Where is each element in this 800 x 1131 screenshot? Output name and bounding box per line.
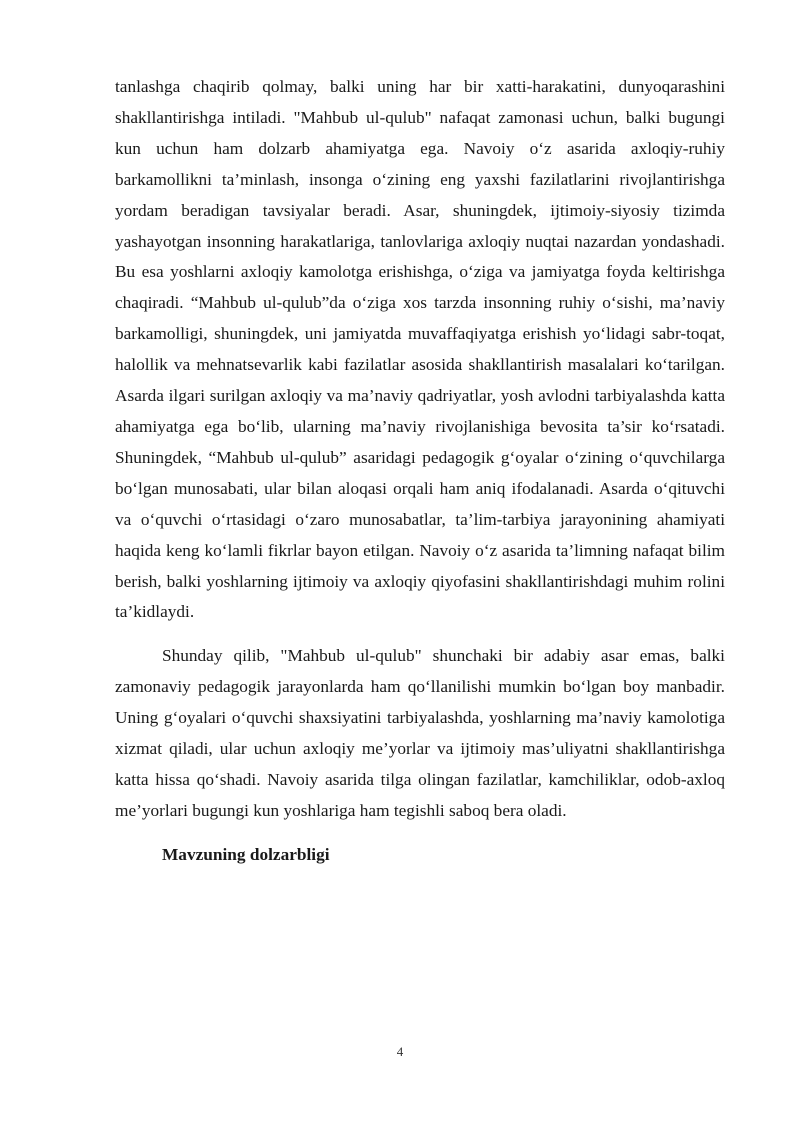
document-page (115, 72, 725, 871)
page-number: 4 (396, 1044, 404, 1059)
section-heading: Mavzuning dolzarbligi (162, 844, 330, 864)
body-paragraph-2: Shunday qilib, "Mahbub ul-qulub" shunchaki bir adabiy asar emas, balki zamonaviy pedagogik jarayonlarda ham qo‘llanilishi mumkin bo‘lgan boy manbadir. Uning g‘oyalari o‘quvchi shaxsiyatini tarbiyalashda, yoshlarning ma’naviy kamolotiga xizmat qiladi, ular uchun axloqiy me’yorlar va ijtimoiy mas’uliyatni shakllantirishga katta hissa qo‘shadi. Navoiy asarida tilga olingan fazilatlar, kamchiliklar, odob-axloq me’yorlari bugungi kun yoshlariga ham tegishli saboq bera oladi. (115, 646, 725, 820)
body-paragraph-1: tanlashga chaqirib qolmay, balki uning har bir xatti-harakatini, dunyoqarashini shakllantirishga intiladi. "Mahbub ul-qulub" nafaqat zamonasi uchun, balki bugungi kun uchun ham dolzarb ahamiyatga ega. Navoiy o‘z asarida axloqiy-ruhiy barkamollikni ta’minlash, insonga o‘zining eng yaxshi fazilatlarini rivojlantirishga yordam beradigan tavsiyalar beradi. Asar, shuningdek, ijtimoiy-siyosiy tizimda yashayotgan insonning harakatlariga, tanlovlariga axloqiy nuqtai nazardan yondashadi. Bu esa yoshlarni axloqiy kamolotga erishishga, o‘ziga va jamiyatga foyda keltirishga chaqiradi. “Mahbub ul-qulub”da o‘ziga xos tarzda insonning ruhiy o‘sishi, ma’naviy barkamolligi, shuningdek, uni jamiyatda muvaffaqiyatga erishish yo‘lidagi sabr-toqat, halollik va mehnatsevarlik kabi fazilatlar asosida shakllantirish masalalari ko‘tarilgan. Asarda ilgari surilgan axloqiy va ma’naviy qadriyatlar, yosh avlodni tarbiyalashda katta ahamiyatga ega bo‘lib, ularning ma’naviy rivojlanishiga bevosita ta’sir ko‘rsatadi. Shuningdek, “Mahbub ul-qulub” asaridagi pedagogik g‘oyalar o‘zining o‘quvchilarga bo‘lgan munosabati, ular bilan aloqasi orqali ham aniq ifodalanadi. Asarda o‘qituvchi va o‘quvchi o‘rtasidagi o‘zaro munosabatlar, ta’lim-tarbiya jarayonining ahamiyati haqida keng ko‘lamli fikrlar bayon etilgan. Navoiy o‘z asarida ta’limning nafaqat bilim berish, balki yoshlarning ijtimoiy va axloqiy qiyofasini shakllantirishdagi muhim rolini ta’kidlaydi. (115, 77, 725, 622)
